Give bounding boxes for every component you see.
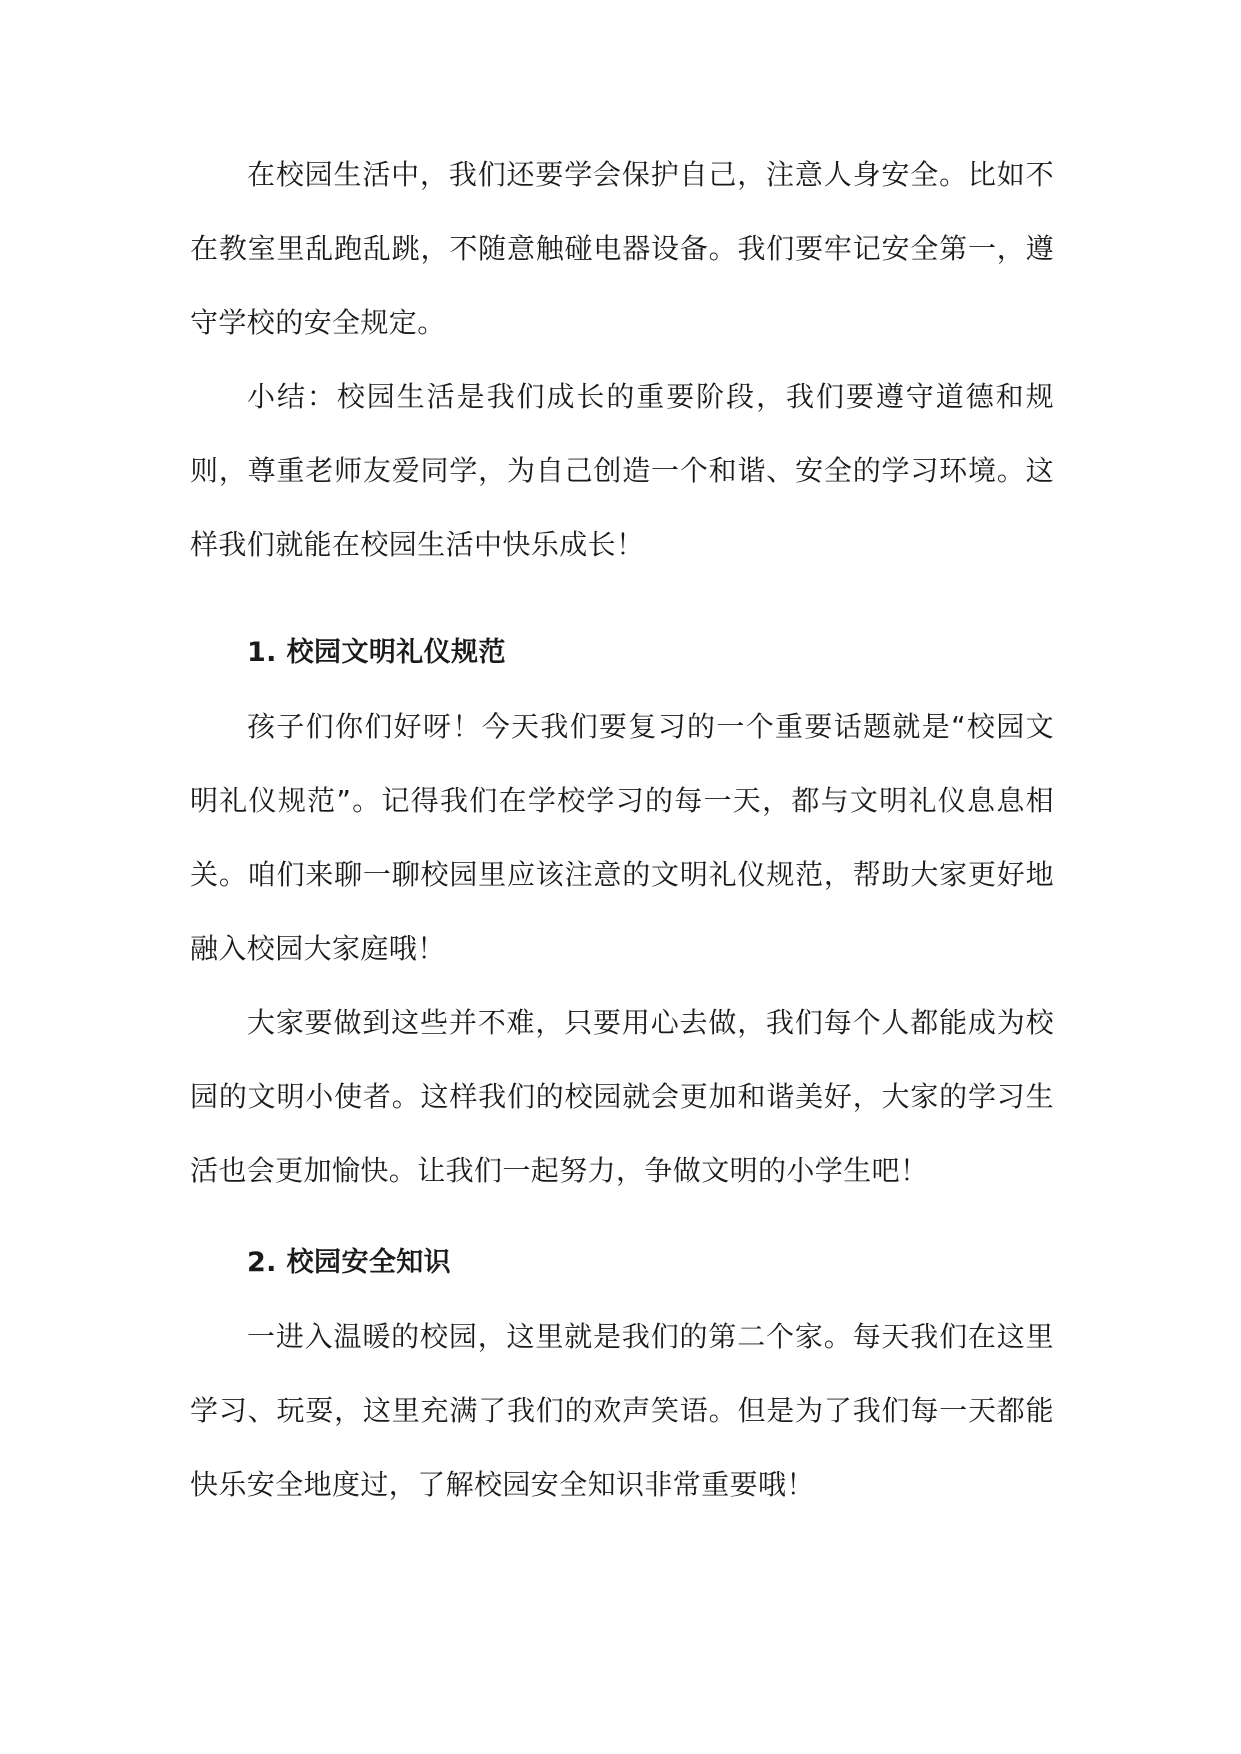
- section-heading-campus-safety: 2. 校园安全知识: [247, 1247, 452, 1278]
- paragraph-summary: 小结：校园生活是我们成长的重要阶段，我们要遵守道德和规则，尊重老师友爱同学，为自己创造一个和谐、安全的学习环境。这样我们就能在校园生活中快乐成长！: [190, 380, 1054, 561]
- paragraph-safety-self-protection: 在校园生活中，我们还要学会保护自己，注意人身安全。比如不在教室里乱跑乱跳，不随意触碰电器设备。我们要牢记安全第一，遵守学校的安全规定。: [190, 158, 1054, 339]
- paragraph-safety-intro: 一进入温暖的校园，这里就是我们的第二个家。每天我们在这里学习、玩耍，这里充满了我们的欢声笑语。但是为了我们每一天都能快乐安全地度过，了解校园安全知识非常重要哦！: [190, 1320, 1054, 1501]
- paragraph-etiquette-intro: 孩子们你们好呀！今天我们要复习的一个重要话题就是“校园文明礼仪规范”。记得我们在学校学习的每一天，都与文明礼仪息息相关。咱们来聊一聊校园里应该注意的文明礼仪规范，帮助大家更好地融入校园大家庭哦！: [190, 710, 1054, 965]
- section-heading-campus-etiquette: 1. 校园文明礼仪规范: [247, 637, 506, 668]
- paragraph-etiquette-conclusion: 大家要做到这些并不难，只要用心去做，我们每个人都能成为校园的文明小使者。这样我们的校园就会更加和谐美好，大家的学习生活也会更加愉快。让我们一起努力，争做文明的小学生吧！: [190, 1006, 1054, 1187]
- document-body: [190, 138, 1054, 1522]
